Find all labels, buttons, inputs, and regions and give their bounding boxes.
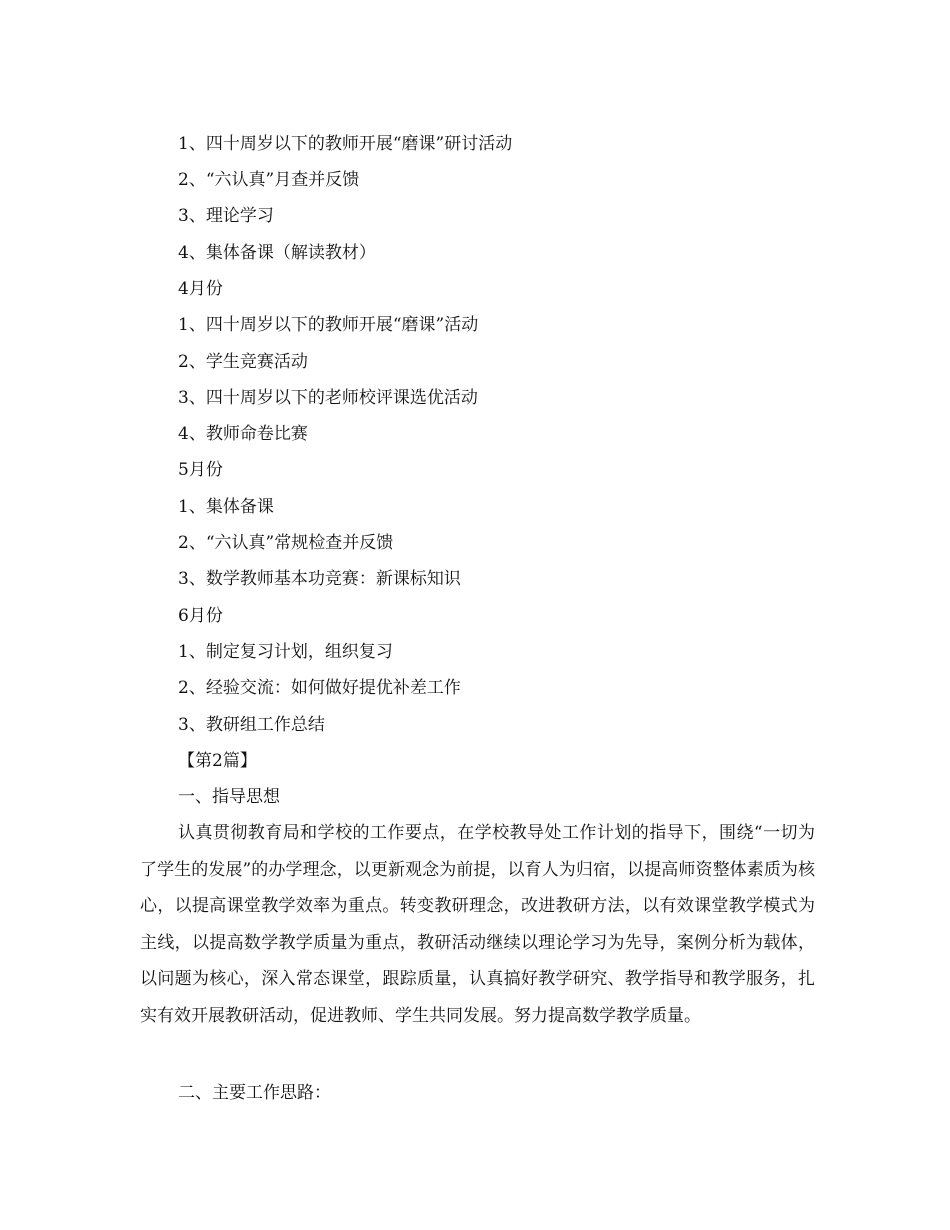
text-line: 1、四十周岁以下的教师开展“磨课”活动: [178, 315, 479, 335]
month-heading: 4月份: [178, 279, 223, 299]
text-line: 1、集体备课: [178, 497, 274, 517]
text-line: 1、四十周岁以下的教师开展“磨课”研讨活动: [178, 134, 513, 154]
text-line: 4、集体备课（解读教材）: [178, 243, 376, 263]
text-line: 3、理论学习: [178, 206, 274, 226]
text-line: 4、教师命卷比赛: [178, 424, 308, 444]
article-marker: 【第2篇】: [178, 751, 257, 771]
section-heading: 二、主要工作思路：: [178, 1083, 331, 1103]
month-heading: 6月份: [178, 606, 223, 626]
month-heading: 5月份: [178, 460, 223, 480]
guiding-principle-paragraph: 认真贯彻教育局和学校的工作要点，在学校教导处工作计划的指导下，围绕“一切为了学生的发展”的办学理念，以更新观念为前提，以育人为归宿，以提高师资整体素质为核心，以提高课堂教学效率为重点。转变教研理念，改进教研方法，以有效课堂教学模式为主线，以提高数学教学质量为重点，教研活动继续以理论学习为先导，案例分析为载体，以问题为核心，深入常态课堂，跟踪质量，认真搞好教学研究、教学指导和教学服务，扎实有效开展教研活动，促进教师、学生共同发展。努力提高数学教学质量。: [140, 823, 815, 1026]
section-heading: 一、指导思想: [178, 787, 280, 807]
text-line: 2、“六认真”常规检查并反馈: [178, 533, 394, 553]
text-line: 3、四十周岁以下的老师校评课选优活动: [178, 388, 478, 408]
text-line: 3、数学教师基本功竞赛：新课标知识: [178, 569, 461, 589]
text-line: 2、“六认真”月查并反馈: [178, 170, 360, 190]
text-line: 1、制定复习计划，组织复习: [178, 642, 393, 662]
text-line: 3、教研组工作总结: [178, 715, 325, 735]
text-line: 2、经验交流：如何做好提优补差工作: [178, 678, 461, 698]
text-line: 2、学生竞赛活动: [178, 352, 308, 372]
